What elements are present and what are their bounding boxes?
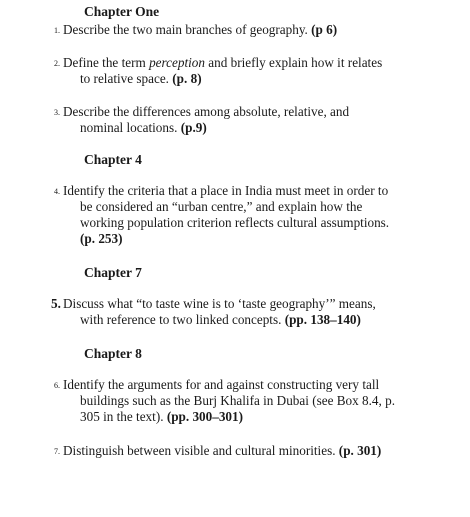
question-line: buildings such as the Burj Khalifa in Dubai (see Box 8.4, p. <box>80 393 395 408</box>
question-line: with reference to two linked concepts. (pp. 138–140) <box>80 312 361 327</box>
page-reference: (p. 253) <box>80 231 123 246</box>
chapter-heading: Chapter 8 <box>84 346 142 361</box>
chapter-heading: Chapter 4 <box>84 152 142 167</box>
question-line: Describe the differences among absolute, relative, and <box>63 104 350 119</box>
question-number: 5. <box>51 296 61 311</box>
question-5 <box>51 296 458 328</box>
chapter-heading: Chapter 7 <box>84 265 142 280</box>
question-3 <box>54 104 458 136</box>
question-line: nominal locations. (p.9) <box>80 120 207 135</box>
question-line: working population criterion reflects cultural assumptions. <box>80 215 390 230</box>
question-4 <box>54 183 458 247</box>
question-line: Define the term perception and briefly explain how it relates <box>63 55 383 70</box>
question-7 <box>54 443 458 459</box>
question-number: 7. <box>54 447 60 456</box>
question-line: Identify the arguments for and against constructing very tall <box>63 377 380 392</box>
question-number: 2. <box>54 59 60 68</box>
question-1 <box>54 22 458 38</box>
question-number: 4. <box>54 187 60 196</box>
question-line: 305 in the text). (pp. 300–301) <box>80 409 244 424</box>
question-line: be considered an “urban centre,” and explain how the <box>80 199 363 214</box>
question-number: 1. <box>54 26 60 35</box>
question-line: to relative space. (p. 8) <box>80 71 202 86</box>
question-line: Identify the criteria that a place in India must meet in order to <box>63 183 389 198</box>
question-line: Distinguish between visible and cultural minorities. (p. 301) <box>63 443 382 458</box>
question-line: Describe the two main branches of geography. (p 6) <box>63 22 338 37</box>
question-number: 6. <box>54 381 60 390</box>
chapter-heading: Chapter One <box>84 4 160 19</box>
question-2 <box>54 55 458 87</box>
question-number: 3. <box>54 108 60 117</box>
question-line: Discuss what “to taste wine is to ‘taste geography’” means, <box>63 296 376 311</box>
question-6 <box>54 377 458 425</box>
